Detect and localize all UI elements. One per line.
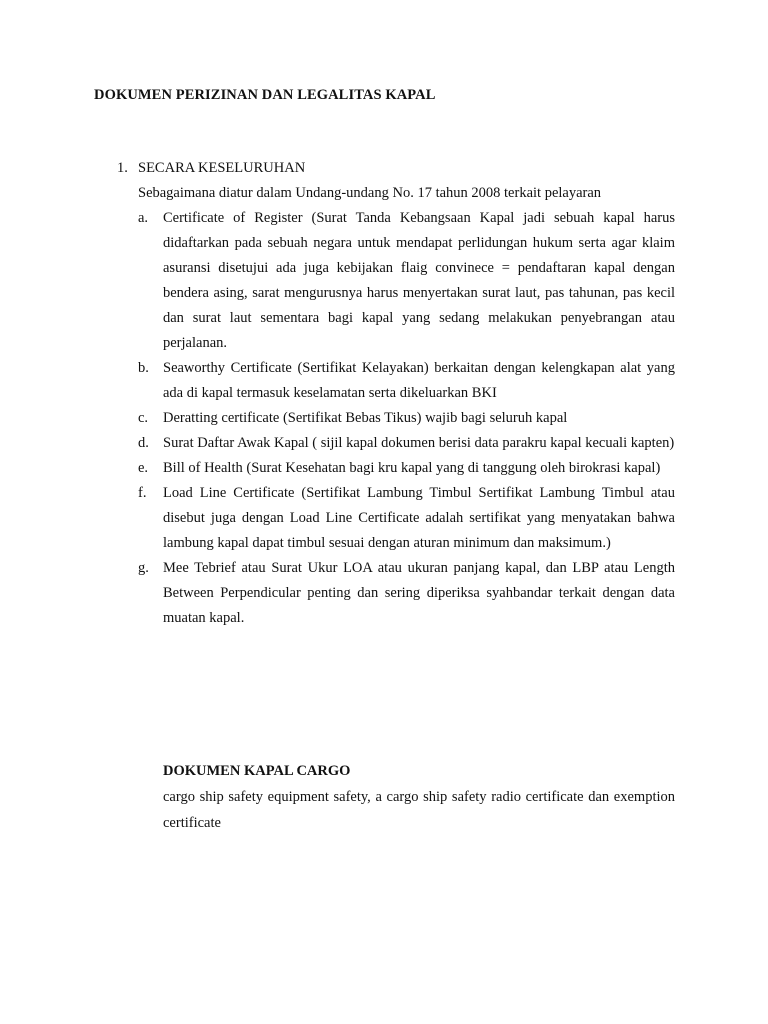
list-item-text: Bill of Health (Surat Kesehatan bagi kru kapal yang di tanggung oleh birokrasi kapal) — [163, 460, 661, 476]
list-item — [117, 456, 675, 481]
list-item — [117, 206, 675, 356]
list-item — [117, 356, 675, 406]
section-heading: SECARA KESELURUHAN — [138, 160, 306, 176]
list-item-text: Seaworthy Certificate (Sertifikat Kelayakan) berkaitan dengan kelengkapan alat yang ada di kapal termasuk keselamatan serta dikeluarkan BKI — [163, 360, 675, 401]
list-item-letter: b. — [138, 360, 149, 376]
list-item-text: Mee Tebrief atau Surat Ukur LOA atau ukuran panjang kapal, dan LBP atau Length Between Perpendicular penting dan sering diperiksa syahbandar terkait dengan data muatan kapal. — [163, 560, 675, 626]
list-item-letter: f. — [138, 485, 147, 501]
list-item — [117, 481, 675, 556]
cargo-heading: DOKUMEN KAPAL CARGO — [163, 763, 351, 779]
document-title: DOKUMEN PERIZINAN DAN LEGALITAS KAPAL — [94, 87, 436, 103]
list-item-text: Deratting certificate (Sertifikat Bebas Tikus) wajib bagi seluruh kapal — [163, 410, 568, 426]
list-item — [117, 406, 675, 431]
section-intro: Sebagaimana diatur dalam Undang-undang No. 17 tahun 2008 terkait pelayaran — [138, 185, 602, 201]
cargo-text: cargo ship safety equipment safety, a cargo ship safety radio certificate dan exemption certificate — [163, 789, 675, 831]
section-header — [117, 156, 677, 181]
list-item-letter: e. — [138, 460, 149, 476]
list-item-letter: g. — [138, 560, 149, 576]
list-item-letter: c. — [138, 410, 149, 426]
list-item-letter: d. — [138, 435, 149, 451]
list-item-text: Load Line Certificate (Sertifikat Lambung Timbul Sertifikat Lambung Timbul atau disebut juga dengan Load Line Certificate adalah sertifikat yang menyatakan bahwa lambung kapal dapat timbul sesuai dengan aturan minimum dan maksimum.) — [163, 485, 675, 551]
section-1 — [117, 156, 677, 631]
list-item-letter: a. — [138, 210, 149, 226]
list-item-text: Surat Daftar Awak Kapal ( sijil kapal dokumen berisi data parakru kapal kecuali kapten) — [163, 435, 675, 451]
certificate-list — [117, 206, 677, 631]
cargo-section — [163, 758, 675, 836]
list-item-text: Certificate of Register (Surat Tanda Kebangsaan Kapal jadi sebuah kapal harus didaftarkan pada sebuah negara untuk mendapat perlidungan hukum serta agar klaim asuransi disetujui ada juga kebijakan flaig convinece = pendaftaran kapal dengan bendera asing, sarat mengurusnya harus menyertakan surat laut, pas tahunan, pas kecil dan surat laut sementara bagi kapal yang sedang melakukan penyebrangan atau perjalanan. — [163, 210, 675, 351]
section-number: 1. — [117, 160, 128, 176]
list-item — [117, 556, 675, 631]
list-item — [117, 431, 675, 456]
